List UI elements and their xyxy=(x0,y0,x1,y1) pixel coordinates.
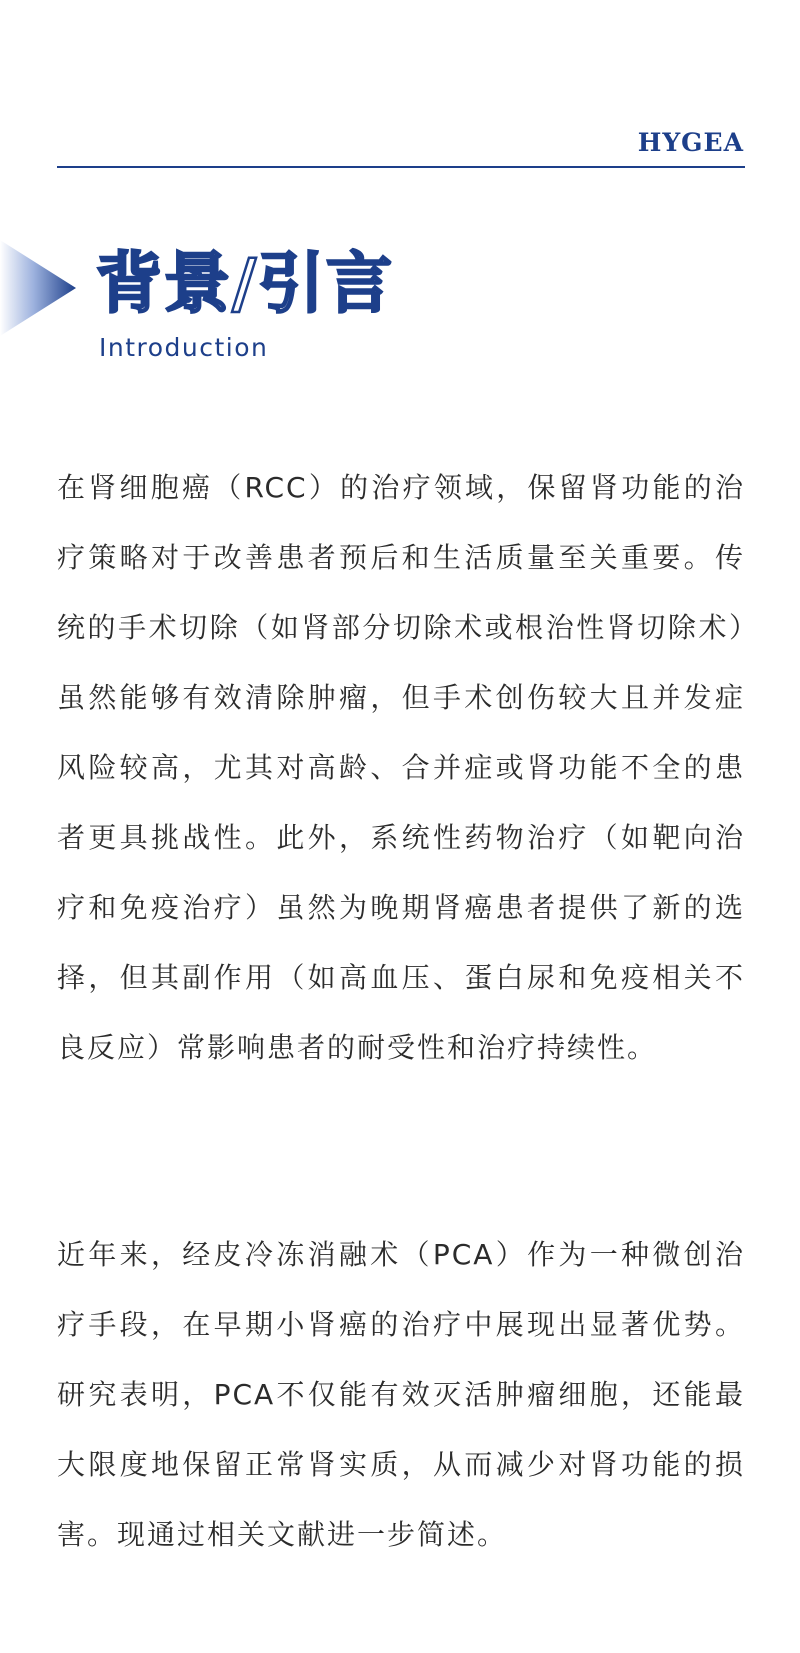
body-paragraph-2: 近年来，经皮冷冻消融术（PCA）作为一种微创治疗手段，在早期小肾癌的治疗中展现出显著优势。研究表明，PCA不仅能有效灭活肿瘤细胞，还能最大限度地保留正常肾实质，从而减少对肾功能的损害。现通过相关文献进一步简述。 xyxy=(57,1238,745,1551)
body-paragraph-1: 在肾细胞癌（RCC）的治疗领域，保留肾功能的治疗策略对于改善患者预后和生活质量至关重要。传统的手术切除（如肾部分切除术或根治性肾切除术）虽然能够有效清除肿瘤，但手术创伤较大且并发症风险较高，尤其对高龄、合并症或肾功能不全的患者更具挑战性。此外，系统性药物治疗（如靶向治疗和免疫治疗）虽然为晚期肾癌患者提供了新的选择，但其副作用（如高血压、蛋白尿和免疫相关不良反应）常影响患者的耐受性和治疗持续性。 xyxy=(57,471,745,1064)
header-divider xyxy=(57,166,745,168)
brand-logo-text: HYGEA xyxy=(637,128,744,157)
section-subtitle: Introduction xyxy=(99,333,269,362)
section-title: 背景/引言 xyxy=(96,245,395,322)
section-arrow-icon xyxy=(0,240,80,336)
